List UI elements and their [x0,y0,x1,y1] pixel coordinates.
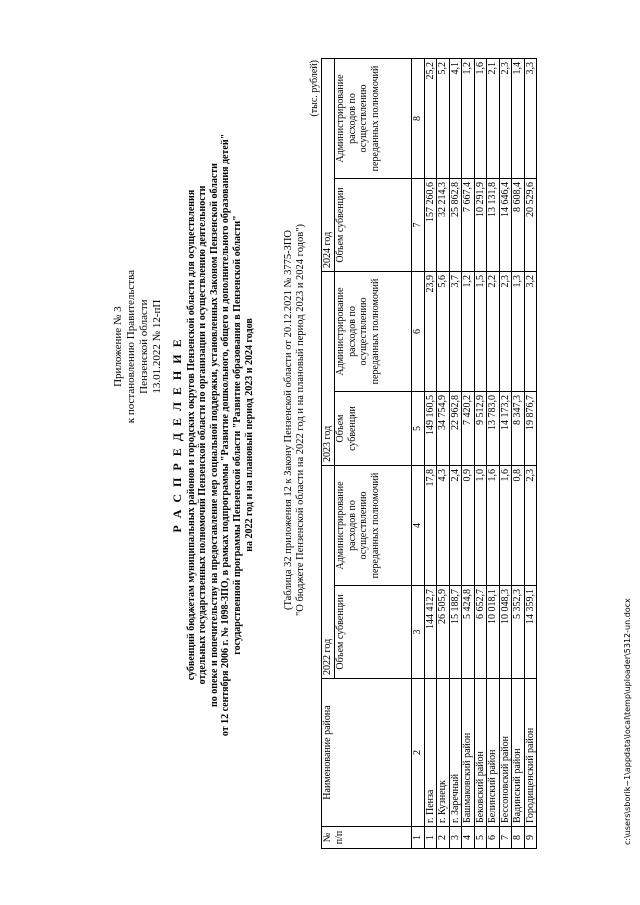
volume-2024: 157 260,6 [424,179,437,272]
volume-2023: 13 783,0 [487,392,500,466]
table-row [524,59,537,849]
district-name: Башмаковский район [462,679,475,827]
volume-2024: 8 608,4 [512,179,525,272]
admin-2023: 3,7 [449,272,462,392]
title-line-3: по опеке и попечительству на предоставление мер социальной поддержки, установленных Законом Пензенской области [208,163,220,707]
admin-2024: 4,1 [449,59,462,179]
volume-2022: 10 018,1 [487,586,500,679]
volume-2023: 34 754,9 [437,392,450,466]
volume-2024: 10 291,9 [474,179,487,272]
column-number: 3 [412,586,425,679]
column-number: 6 [412,272,425,392]
admin-2023: 1,5 [474,272,487,392]
row-number: 2 [437,827,450,849]
appendix-line-1: Приложение № 3 [112,306,124,387]
units-label: (тыс. рублей) [309,60,320,117]
volume-2022: 5 352,3 [512,586,525,679]
appendix-line-2: к постановлению Правительства [125,270,137,424]
header-row-years [322,59,335,849]
table-row [499,59,512,849]
volume-2022: 15 188,7 [449,586,462,679]
volume-2024: 25 862,8 [449,179,462,272]
district-name: г. Заречный [449,679,462,827]
header-year-2024: 2024 год [322,59,335,272]
law-reference-note [283,160,307,680]
title-line-6: на 2022 год и на плановый период 2023 и 2024 годов [243,318,255,552]
volume-2023: 22 962,8 [449,392,462,466]
district-name: Бековский район [474,679,487,827]
header-volume-2023: Объем субвенции [335,392,412,466]
volume-2023: 14 173,2 [499,392,512,466]
district-name: г. Пенза [424,679,437,827]
row-number: 9 [524,827,537,849]
row-number: 6 [487,827,500,849]
volume-2023: 149 160,5 [424,392,437,466]
column-number: 7 [412,179,425,272]
title-line-1: субвенций бюджетам муниципальных районов и городских округов Пензенской области для осуществления [185,189,197,681]
district-name: г. Кузнецк [437,679,450,827]
row-number: 5 [474,827,487,849]
note-line-1: (Таблица 32 приложения 12 к Закону Пензенской области от 20.12.2021 № 3775-ЗПО [283,229,294,611]
header-year-2023: 2023 год [322,272,335,466]
row-number: 4 [462,827,475,849]
row-number: 3 [449,827,462,849]
title-line-5: государственной программы Пензенской области "Развитие образования в Пензенской области" [231,215,243,655]
volume-2022: 14 359,1 [524,586,537,679]
header-number: № п/п [322,827,412,849]
appendix-line-3: Пензенской области [138,299,150,394]
header-volume-2022: Объем субвенции [335,586,412,679]
column-number-row [412,59,425,849]
admin-2024: 25,2 [424,59,437,179]
admin-2023: 1,3 [512,272,525,392]
admin-2024: 5,2 [437,59,450,179]
header-admin-2022: Администрирование расходов по осуществлению переданных полномочий [335,466,412,586]
admin-2023: 23,9 [424,272,437,392]
volume-2023: 19 876,7 [524,392,537,466]
admin-2023: 2,3 [499,272,512,392]
district-name: Белинский район [487,679,500,827]
admin-2022: 4,3 [437,466,450,586]
column-number: 4 [412,466,425,586]
volume-2024: 20 529,6 [524,179,537,272]
row-number: 7 [499,827,512,849]
row-number: 1 [424,827,437,849]
column-number: 1 [412,827,425,849]
admin-2022: 0,9 [462,466,475,586]
admin-2023: 2,2 [487,272,500,392]
volume-2023: 7 420,2 [462,392,475,466]
table-row [512,59,525,849]
volume-2024: 7 667,4 [462,179,475,272]
volume-2022: 6 652,7 [474,586,487,679]
volume-2024: 13 131,8 [487,179,500,272]
header-district-name: Наименование района [322,679,412,827]
note-line-2: "О бюджете Пензенской области на 2022 год и на плановый период 2023 и 2024 годов") [295,223,306,617]
source-file-path: c:\users\sborik~1\appdata\local\temp\uploader\5312-un.docx [623,598,632,845]
admin-2022: 1,6 [499,466,512,586]
distribution-table [321,58,537,849]
admin-2024: 2,1 [487,59,500,179]
column-number: 2 [412,679,425,827]
admin-2023: 1,2 [462,272,475,392]
table-row [449,59,462,849]
volume-2022: 144 412,7 [424,586,437,679]
admin-2024: 1,6 [474,59,487,179]
table-row [462,59,475,849]
column-number: 8 [412,59,425,179]
volume-2024: 14 646,4 [499,179,512,272]
admin-2023: 3,2 [524,272,537,392]
volume-2022: 5 424,8 [462,586,475,679]
volume-2022: 26 505,9 [437,586,450,679]
volume-2024: 32 214,3 [437,179,450,272]
header-admin-2023: Администрирование расходов по осуществлению переданных полномочий [335,272,412,392]
district-name: Вадинский район [512,679,525,827]
admin-2022: 1,0 [474,466,487,586]
row-number: 8 [512,827,525,849]
appendix-reference [112,270,164,423]
volume-2022: 10 048,3 [499,586,512,679]
district-name: Бессоновский район [499,679,512,827]
title-heading: Р А С П Р Е Д Е Л Е Н И Е [170,337,184,533]
table-row [437,59,450,849]
volume-2023: 8 347,3 [512,392,525,466]
admin-2022: 1,6 [487,466,500,586]
admin-2024: 1,4 [512,59,525,179]
header-year-2022: 2022 год [322,466,335,679]
table-row [487,59,500,849]
table-row [474,59,487,849]
appendix-line-4: 13.01.2022 № 12-пП [151,299,163,394]
admin-2024: 1,2 [462,59,475,179]
admin-2022: 0,8 [512,466,525,586]
volume-2023: 9 512,9 [474,392,487,466]
admin-2022: 2,3 [524,466,537,586]
admin-2024: 2,3 [499,59,512,179]
title-line-4: от 12 сентября 2006 г. № 1098-ЗПО, в рамках подпрограммы "Развитие дошкольного, общего и дополнительного образования детей" [220,133,232,737]
admin-2023: 5,6 [437,272,450,392]
document-title [172,115,255,755]
header-admin-2024: Администрирование расходов по осуществлению переданных полномочий [335,59,412,179]
header-volume-2024: Объем субвенции [335,179,412,272]
district-name: Городищенский район [524,679,537,827]
admin-2022: 17,8 [424,466,437,586]
admin-2024: 3,3 [524,59,537,179]
column-number: 5 [412,392,425,466]
title-line-2: отдельных государственных полномочий Пензенской области по организации и осуществлению деятельности [197,185,209,685]
table-row [424,59,437,849]
admin-2022: 2,4 [449,466,462,586]
